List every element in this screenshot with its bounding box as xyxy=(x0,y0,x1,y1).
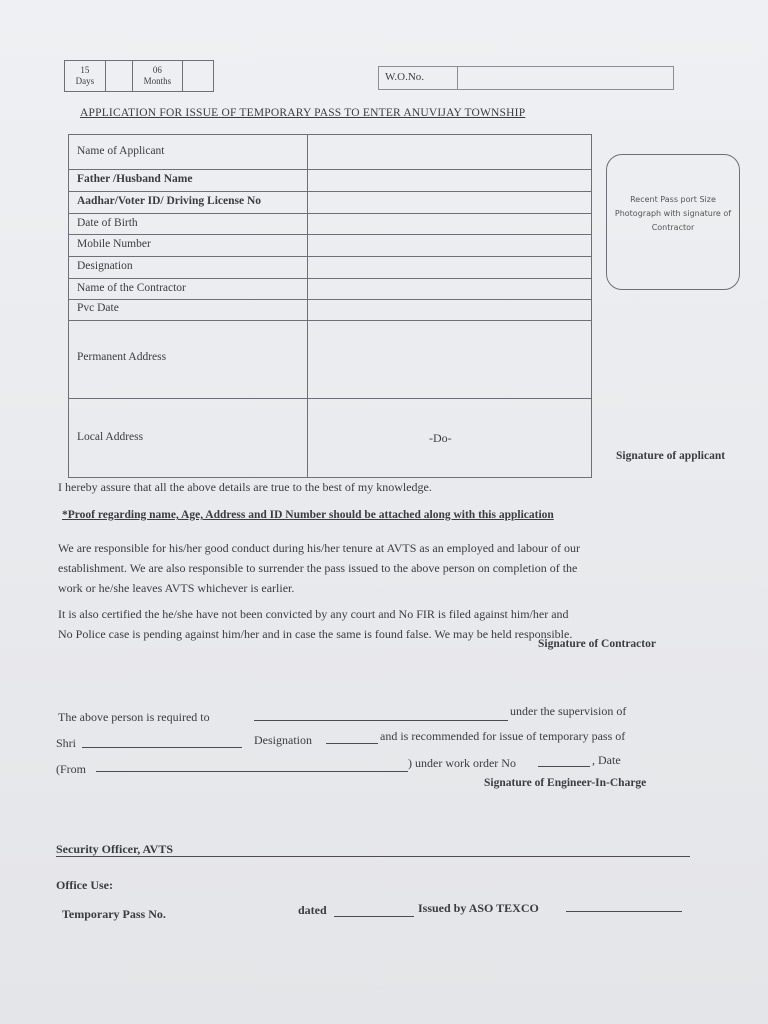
responsibility-paragraph xyxy=(58,538,580,598)
photograph-instructions: Recent Pass port Size Photograph with signature of Contractor xyxy=(614,195,732,232)
row-label: Designation xyxy=(77,260,133,272)
duration-days-value: 15 xyxy=(80,65,90,75)
date-label: , Date xyxy=(592,753,621,767)
row-label: Father /Husband Name xyxy=(77,173,193,185)
proof-note: *Proof regarding name, Age, Address and ID Number should be attached along with this application xyxy=(62,509,554,521)
para1-line2: establishment. We are also responsible to surrender the pass issued to the above person on completion of the xyxy=(58,561,578,575)
row-label: Name of Applicant xyxy=(77,145,165,157)
applicant-details-table xyxy=(68,134,592,478)
duration-blank-cell xyxy=(106,61,133,91)
shri-line xyxy=(82,747,242,748)
work-order-no-label: ) under work order No xyxy=(408,756,516,770)
row-father-husband-name xyxy=(69,170,591,192)
para2-line1: It is also certified the he/she have not been convicted by any court and No FIR is filed against him/her and xyxy=(58,607,569,621)
required-to-line xyxy=(254,720,508,721)
work-order-box xyxy=(378,66,674,90)
temporary-pass-no-label: Temporary Pass No. xyxy=(62,907,166,921)
local-address-value: -Do- xyxy=(429,431,452,445)
work-order-no-line xyxy=(538,766,590,767)
contractor-signature-label: Signature of Contractor xyxy=(538,638,656,650)
para2-line2: No Police case is pending against him/her and in case the same is found false. We may be held responsible. xyxy=(58,627,573,641)
row-label: Date of Birth xyxy=(77,217,138,229)
form-title: APPLICATION FOR ISSUE OF TEMPORARY PASS TO ENTER ANUVIJAY TOWNSHIP xyxy=(80,107,526,119)
issued-by-label: Issued by ASO TEXCO xyxy=(418,901,539,915)
duration-days-cell xyxy=(65,61,106,91)
issued-by-line xyxy=(566,911,682,912)
dated-label: dated xyxy=(298,903,327,917)
work-order-label: W.O.No. xyxy=(385,71,425,83)
duration-months-cell xyxy=(133,61,184,91)
certification-paragraph xyxy=(58,604,572,644)
para1-line1: We are responsible for his/her good conduct during his/her tenure at AVTS as an employed and labour of our xyxy=(58,541,581,555)
duration-months-value: 06 xyxy=(152,65,162,75)
row-contractor-name xyxy=(69,279,591,300)
duration-blank-cell-2 xyxy=(183,61,213,91)
row-mobile-number xyxy=(69,235,591,257)
para1-line3: work or he/she leaves AVTS whichever is earlier. xyxy=(58,581,295,595)
duration-months-unit: Months xyxy=(143,76,172,86)
designation-line xyxy=(326,743,378,744)
assurance-text: I hereby assure that all the above details are true to the best of my knowledge. xyxy=(58,480,432,494)
row-label: Mobile Number xyxy=(77,238,151,250)
row-local-address xyxy=(69,399,591,477)
row-label: Permanent Address xyxy=(77,351,167,363)
row-designation xyxy=(69,257,591,279)
required-to-label: The above person is required to xyxy=(58,710,210,724)
row-label: Name of the Contractor xyxy=(77,282,186,294)
row-label: Pvc Date xyxy=(77,302,119,314)
from-line xyxy=(96,771,408,772)
row-permanent-address xyxy=(69,321,591,399)
work-order-divider xyxy=(457,67,458,89)
from-label: (From xyxy=(56,762,86,776)
security-officer-line xyxy=(56,856,690,857)
dated-line xyxy=(334,916,414,917)
shri-label: Shri xyxy=(56,736,77,750)
row-label: Local Address xyxy=(77,431,144,443)
row-name-of-applicant xyxy=(69,135,591,170)
office-use-label: Office Use: xyxy=(56,878,113,892)
photograph-box xyxy=(606,154,740,290)
duration-days-unit: Days xyxy=(75,76,95,86)
table-column-divider xyxy=(307,135,308,477)
pass-duration-box xyxy=(64,60,214,92)
security-officer-label: Security Officer, AVTS xyxy=(56,842,173,856)
applicant-signature-label: Signature of applicant xyxy=(616,450,726,462)
row-id-number xyxy=(69,192,591,214)
designation-label: Designation xyxy=(254,733,312,747)
recommended-label: and is recommended for issue of temporary pass of xyxy=(380,729,626,743)
row-pvc-date xyxy=(69,300,591,321)
row-date-of-birth xyxy=(69,214,591,235)
engineer-signature-label: Signature of Engineer-In-Charge xyxy=(484,777,647,789)
row-label: Aadhar/Voter ID/ Driving License No xyxy=(77,195,261,207)
supervision-label: under the supervision of xyxy=(510,704,627,718)
